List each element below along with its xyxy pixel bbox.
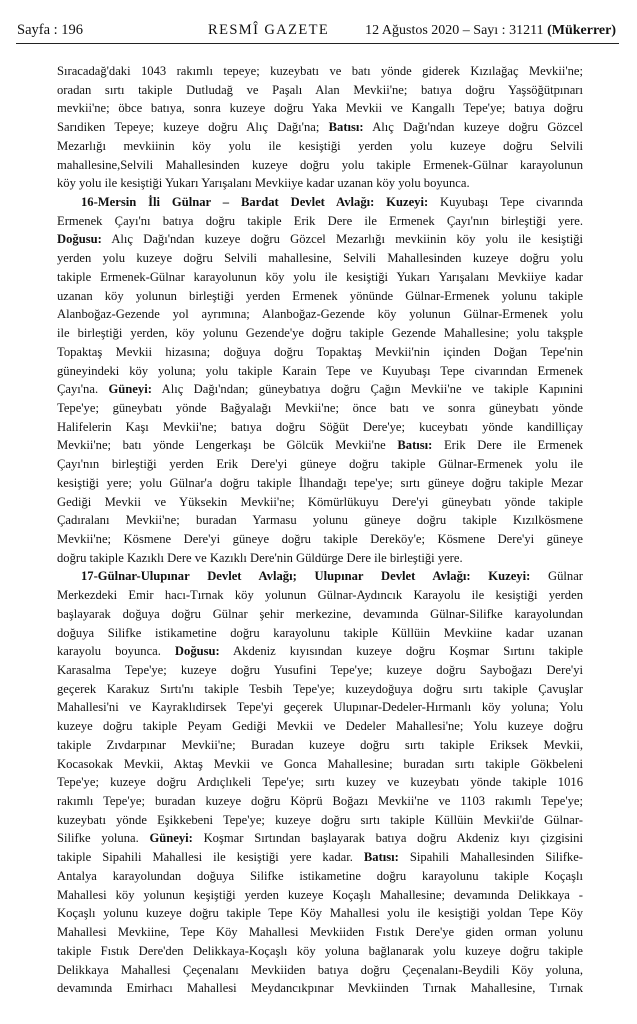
text-run: takiple Sipahili Mahallesi ile kesiştiği yere kadar.: [57, 850, 364, 865]
paragraph: [57, 567, 583, 998]
issue-info: [365, 22, 616, 39]
text-run: güneyindeki köy yoluna; yolu takiple Karain Tepe ve Kuyubaşı Tepe civarından Ermenek: [57, 363, 583, 378]
text-line: [57, 287, 583, 306]
text-line: [57, 624, 583, 643]
text-line: [57, 792, 583, 811]
text-run: geçerek Karakuz Sırtı'nı takiple Tesbih Tepe'ye; kuzeydoğuya doğru sırtı takiple Çavuşlar: [57, 681, 583, 696]
paragraph: [57, 193, 583, 567]
text-line: [57, 605, 583, 624]
text-run: Merkezdeki Emir hacı-Tırnak köy yolunun Gülnar-Aydıncık Karayolu ile kesiştiği yerden: [57, 588, 583, 603]
text-run: Gülnar: [530, 569, 583, 584]
text-line: [57, 62, 583, 81]
text-run: Sipahili Mahallesinden Silifke-: [398, 850, 583, 865]
text-run: Kuyubaşı Tepe civarında: [428, 195, 583, 210]
section-heading-run: Batısı:: [397, 438, 433, 453]
text-line: [57, 118, 583, 137]
text-line: [57, 848, 583, 867]
text-line: [57, 268, 583, 287]
text-run: takiple Ermenek-Gülnar karayolunun köy yolu ile kesiştiği Yukarı Yarışalanı Mevkiiye kadar: [57, 269, 583, 284]
text-run: kesiştiği yere; yolu Gülnar'a doğru takiple İlhandağı tepe'ye; sırtı güneye doğru takiple Mezar: [57, 475, 583, 490]
text-line: [57, 811, 583, 830]
text-run: Halifelerin Kaşı Mevkii'ne; batıya doğru Söğüt Dere'ye; kuceybatı yönde kandilliçay: [57, 419, 583, 434]
text-run: Ermenek Çayı'nı batıya doğru takiple Erik Dere ile Ermenek Çayı'nın birleştiği yere.: [57, 213, 583, 228]
text-run: Karasalma Tepe'ye; kuzeye doğru Yusufini Tepe'ye; kuzeye doğru Sayboğazı Dere'yi: [57, 663, 583, 677]
section-heading-run: Batısı:: [328, 120, 364, 135]
text-run: Tepe'ye; güneybatı yönde Bağyalağı Mevkii'ne; önce batı ve sonra güneybatı yönde: [57, 400, 583, 415]
text-run: Mahallesi Mevkiine, Tepe Köy Mahallesi Mevkiiden Fıstık Dere'ye giden orman yolunu: [57, 925, 583, 940]
text-line: [57, 530, 583, 549]
text-run: takiple Fıstık Dere'den Delikkaya-Koçaşlı köy yoluna bağlanarak yolu kuzeye doğru takiple: [57, 943, 583, 958]
text-run: Mezarlığı mevkiinin köy yolu ile kesiştiği yerden yolu kuzeye doğru Selvili: [57, 138, 583, 153]
text-run: kuzeybatı yönde Eşikkebeni Tepe'ye; kuzeye doğru sırtı takiple Küllüin Mevkii'de Gülnar-: [57, 812, 583, 827]
text-run: başlayarak doğuya doğru Gülnar şehir merkezine, devamında Gülnar-Silifke karayolundan: [57, 606, 583, 621]
header-divider: [16, 43, 619, 44]
text-run: Antalya karayolundan doğuya Silifke istikametine doğru karayolunu takiple Koçaşlı: [57, 868, 583, 883]
text-run: Mahallesi'ni ve Kayraklıdirsek Tepe'yi geçerek Ulupınar-Dedeler-Hırmanlı köy yoluna; Yolu: [57, 700, 583, 715]
text-run: Çayı'na.: [57, 382, 109, 397]
text-line: [57, 549, 583, 568]
text-run: Alanboğaz-Gezende yol ayrımına; Alanboğaz-Gezende köy yolunun Gülnar-Ermenek yolu: [57, 307, 583, 322]
text-run: yerden yolu kuzeye doğru Selvili mahallesine, Selvili Mahallesinden kuzeye doğru yolu: [57, 251, 583, 266]
text-line: [57, 661, 583, 680]
section-heading-run: 16-Mersin İli Gülnar – Bardat Devlet Avlağı: Kuzeyi:: [81, 195, 429, 210]
text-run: Çadıralanı Mevkii'ne; buradan Yarmasu yolunu güneye doğru takiple Kızılkösmene: [57, 513, 583, 528]
text-line: [57, 174, 583, 193]
text-run: uzanan köy yolunun birleştiği yerden Ermenek yönünde Gülnar-Ermenek yolunu takiple: [57, 288, 583, 303]
text-run: takiple Zıvdarpınar Mevkii'ne; Buradan kuzeye doğru sırtı takiple Eriksek Mevkii,: [57, 737, 583, 752]
text-run: Akdeniz kıyısından kuzeye doğru Koşmar Sırtını takiple: [219, 644, 583, 659]
text-line: [57, 324, 583, 343]
text-line: [57, 586, 583, 605]
edition-label: (Mükerrer): [547, 23, 616, 38]
gazette-title: RESMÎ GAZETE: [208, 22, 330, 38]
text-line: [57, 230, 583, 249]
text-line: [57, 942, 583, 961]
text-line: [57, 343, 583, 362]
text-line: [57, 156, 583, 175]
text-run: mahallesine,Selvili Mahallesinden kuzeye doğru yolu takiple Ermenek-Gülnar karayolunun: [57, 157, 583, 172]
text-line: [57, 680, 583, 699]
text-line: [57, 418, 583, 437]
gazette-body: [57, 62, 583, 998]
text-line: [57, 736, 583, 755]
text-line: [57, 755, 583, 774]
text-line: [57, 193, 583, 212]
text-run: Sarıdiken Tepeye; kuzeye doğru Alıç Dağı'na;: [57, 120, 329, 135]
text-line: [57, 81, 583, 100]
text-run: rakımlı Tepe'ye; buradan kuzeye doğru Köprü Boğazı Mevkii'ne ve 1103 rakımlı Tepe'ye;: [57, 794, 583, 809]
text-run: mevkii'ne; öbce batıya, sonra kuzeye doğru Yaka Mevkii ve Kangallı Tepe'ye; batıya doğru: [57, 101, 583, 116]
text-run: köy yolu ile kesiştiği Yukarı Yarışalanı Mevkiiye kadar uzanan köy yolu boyunca.: [57, 176, 470, 191]
text-run: Alıç Dağı'ndan kuzeye doğru Gözcel Mezarlığı mevkiinin köy yolu ile kesiştiği: [101, 232, 583, 247]
text-line: [57, 436, 583, 455]
issue-date-number: 12 Ağustos 2020 – Sayı : 31211: [365, 23, 548, 38]
text-line: [57, 979, 583, 998]
text-run: Mevkii'ne; Kösmene Dere'yi güneye doğru takiple Dereköy'e; Kösmene Dere'yi güneye: [57, 531, 583, 546]
text-run: Delikkaya Mahallesi Çeçenalanı Mevkiiden batıya doğru Çeçenalanı-Beydili Köy yoluna,: [57, 962, 583, 977]
text-run: Koçaşlı yolunu kuzeye doğru takiple Tepe Köy Mahallesi yolu ile kesiştiği yoldan Tepe Köy: [57, 906, 583, 921]
text-line: [57, 698, 583, 717]
text-line: [57, 961, 583, 980]
text-run: ile birleştiği yerden, köy yolunu Gezende'ye doğru takiple Gezende Mahallesine; yolu takşple: [57, 326, 583, 341]
text-run: Mevkii'ne; batı yönde Lengerkaşı be Gölcük Mevkii'ne: [57, 438, 398, 453]
text-run: doğru takiple Kazıklı Dere ve Kazıklı Dere'nin Güldürge Dere ile birleştiği yere.: [57, 550, 463, 565]
text-line: [57, 212, 583, 231]
section-heading-run: Doğusu:: [174, 644, 220, 659]
text-line: [57, 717, 583, 736]
text-line: [57, 493, 583, 512]
text-run: oradan sırtı takiple Dutludağ ve Paşalı Alan Mevkii'ne; batıya doğru Yaşsöğütpınarı: [57, 82, 583, 97]
paragraph: [57, 62, 583, 193]
text-run: karayolu boyunca.: [57, 644, 175, 659]
page-number: Sayfa : 196: [17, 22, 84, 38]
text-run: Gediği Mevkii ve Yüksekin Mevkii'ne; Kömürlükuyu Dere'yi güneybatı yönde takiple: [57, 494, 583, 509]
text-run: Topaktaş Mevkii hizasına; doğuya doğru Topaktaş Mevkii'nin içinden Doğan Tepe'nin: [57, 344, 583, 359]
text-run: Sıracadağ'daki 1043 rakımlı tepeye; kuzeybatı ve batı yönde giderek Kızılağaç Mevkii'ne;: [57, 64, 583, 78]
section-heading-run: 17-Gülnar-Ulupınar Devlet Avlağı; Ulupınar Devlet Avlağı: Kuzeyi:: [81, 569, 531, 584]
text-line: [57, 904, 583, 923]
text-run: Tepe'ye; kuzeye doğru Ardıçlıkeli Tepe'ye; sırtı kuzey ve kuzeybatı yönde takiple 1016: [57, 775, 583, 790]
text-run: Kocasokak Mevkii, Aktaş Mevkii ve Gonca Mahallesine; buradan sırtı takiple Gökbeleni: [57, 756, 583, 771]
text-line: [57, 399, 583, 418]
text-line: [57, 923, 583, 942]
section-heading-run: Güneyi:: [108, 382, 152, 397]
text-line: [57, 886, 583, 905]
text-line: [57, 773, 583, 792]
text-line: [57, 455, 583, 474]
text-line: [57, 567, 583, 586]
text-line: [57, 99, 583, 118]
text-line: [57, 362, 583, 381]
text-line: [57, 305, 583, 324]
text-line: [57, 642, 583, 661]
text-run: kuzeye doğru takiple Peyam Gediği Mevkii ve Dedeler Mahallesi'ne; Yolu kuzeye doğru: [57, 719, 583, 734]
text-run: devamında Emirhacı Mahallesi Meydancıkpınar Mevkiinden Tırnak Mahallesine, Tırnak: [57, 981, 583, 996]
text-run: Silifke yoluna.: [57, 831, 150, 846]
text-run: Alıç Dağı'ndan; güneybatıya doğru Çağın Mevkii'ne ve takiple Kapınini: [151, 382, 583, 397]
text-run: Alıç Dağı'ndan kuzeye doğru Gözcel: [363, 120, 583, 135]
text-line: [57, 511, 583, 530]
section-heading-run: Batısı:: [363, 850, 399, 865]
text-run: doğuya Silifke istikametine doğru karayolunu takiple Küllüin Mevkiine kadar uzanan: [57, 625, 583, 640]
text-line: [57, 829, 583, 848]
text-line: [57, 137, 583, 156]
text-run: Erik Dere ile Ermenek: [432, 438, 583, 453]
text-run: Mahallesi köy yolunun keşiştiği yerden kuzeye Koçaşlı Mahallesine; devamında Delikkaya -: [57, 887, 583, 902]
text-run: Koşmar Sırtından başlayarak batıya doğru Akdeniz kıyı çizgisini: [192, 831, 583, 846]
text-line: [57, 380, 583, 399]
text-line: [57, 249, 583, 268]
text-run: Çayı'nın birleştiği yerden Erik Dere'yi güneye doğru takiple Gülnar-Ermenek yolu ile: [57, 457, 583, 472]
text-line: [57, 867, 583, 886]
text-line: [57, 474, 583, 493]
section-heading-run: Doğusu:: [57, 232, 102, 247]
section-heading-run: Güneyi:: [149, 831, 193, 846]
